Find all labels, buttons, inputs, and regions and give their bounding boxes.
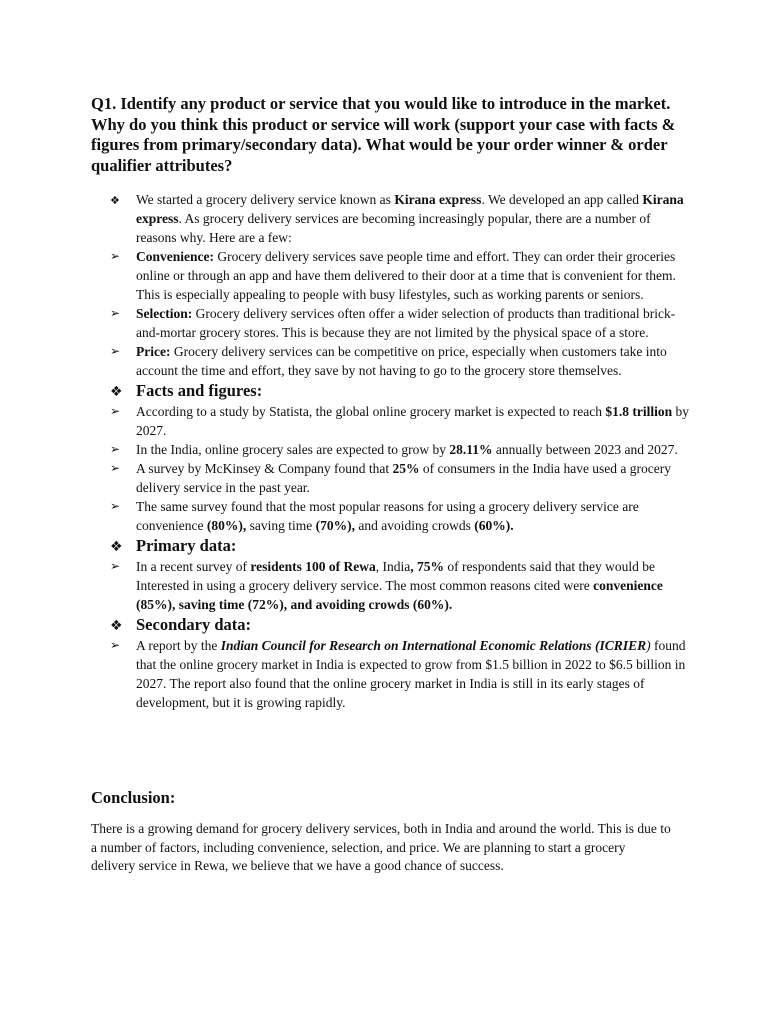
fact-figure: (80%), <box>206 518 247 533</box>
arrow-bullet-icon: ➢ <box>110 559 121 573</box>
fact-item <box>110 402 690 440</box>
secondary-source: Indian Council for Research on International Economic Relations (ICRIER <box>220 638 647 653</box>
fact-text: by 2027. <box>136 404 689 438</box>
fact-text: According to a study by Statista, the global online grocery market is expected to reach <box>136 404 606 419</box>
fact-text: In the India, online grocery sales are expected to grow by <box>136 442 450 457</box>
primary-item <box>110 557 690 614</box>
secondary-text: A report by the <box>136 638 221 653</box>
brand-name: Kirana express <box>394 192 482 207</box>
intro-text: We started a grocery delivery service known as <box>136 192 395 207</box>
primary-figure: convenience (85%), saving time (72%), and avoiding crowds (60%). <box>136 578 663 612</box>
reason-label: Selection: <box>136 306 193 321</box>
intro-text: . We developed an app called <box>481 192 643 207</box>
fact-text: A survey by McKinsey & Company found that <box>136 461 393 476</box>
primary-heading <box>110 535 690 557</box>
reason-text: Grocery delivery services can be competitive on price, especially when customers take into account the time and effort, they save by not having to go to the grocery store themselves. <box>136 344 667 378</box>
facts-heading <box>110 380 690 402</box>
primary-figure: , 75% <box>410 559 444 574</box>
fact-figure: (70%), <box>315 518 355 533</box>
fact-item <box>110 440 690 459</box>
intro-text: . As grocery delivery services are becoming increasingly popular, there are a number of reasons why. Here are a few: <box>136 211 651 245</box>
arrow-bullet-icon: ➢ <box>110 461 121 475</box>
primary-text: , India <box>375 559 411 574</box>
diamond-bullet-icon: ❖ <box>110 618 123 634</box>
arrow-bullet-icon: ➢ <box>110 404 121 418</box>
arrow-bullet-icon: ➢ <box>110 344 121 358</box>
secondary-item <box>110 636 690 712</box>
primary-text: In a recent survey of <box>136 559 251 574</box>
diamond-bullet-icon: ❖ <box>110 194 120 207</box>
secondary-heading <box>110 614 690 636</box>
reason-item-selection <box>110 304 690 342</box>
conclusion-title: Conclusion: <box>91 788 176 807</box>
question-heading: Q1. Identify any product or service that you would like to introduce in the market. Why do you think this product or service will work (support your case with facts & figures from primary/secondary data). What would be your order winner & order qualifier attributes? <box>91 94 676 175</box>
reason-label: Convenience: <box>136 249 214 264</box>
fact-figure: $1.8 trillion <box>605 404 673 419</box>
fact-text: annually between 2023 and 2027. <box>492 442 678 457</box>
secondary-text: ) <box>646 638 651 653</box>
arrow-bullet-icon: ➢ <box>110 499 121 513</box>
fact-figure: 25% <box>392 461 420 476</box>
reason-text: Grocery delivery services often offer a wider selection of products than traditional brick-and-mortar grocery stores. This is because they are not limited by the physical space of a store. <box>136 306 676 340</box>
fact-text: saving time <box>246 518 316 533</box>
fact-item <box>110 459 690 497</box>
fact-text: and avoiding crowds <box>354 518 475 533</box>
reason-label: Price: <box>136 344 171 359</box>
diamond-bullet-icon: ❖ <box>110 384 123 400</box>
arrow-bullet-icon: ➢ <box>110 249 121 263</box>
brand-name: Kirana express <box>136 192 684 226</box>
intro-item <box>110 190 690 247</box>
arrow-bullet-icon: ➢ <box>110 442 121 456</box>
fact-item <box>110 497 690 535</box>
reason-item-price <box>110 342 690 380</box>
fact-text: The same survey found that the most popular reasons for using a grocery delivery service are convenience <box>136 499 639 533</box>
fact-figure: (60%). <box>474 518 514 533</box>
conclusion-text: There is a growing demand for grocery delivery services, both in India and around the world. This is due to a number of factors, including convenience, selection, and price. We are planning to start a grocery delivery service in Rewa, we believe that we have a good chance of success. <box>91 821 671 873</box>
fact-figure: 28.11% <box>449 442 493 457</box>
diamond-bullet-icon: ❖ <box>110 539 123 555</box>
primary-text: of respondents said that they would be Interested in using a grocery delivery service. The most common reasons cited were <box>136 559 656 593</box>
section-heading: Facts and figures: <box>136 381 263 400</box>
secondary-text: found that the online grocery market in India is expected to grow from $1.5 billion in 2022 to $6.5 billion in 2027. The report also found that the online grocery market in India is still in its early stages of development, but it is growing rapidly. <box>136 638 686 710</box>
reason-text: Grocery delivery services save people time and effort. They can order their groceries online or through an app and have them delivered to their door at a time that is convenient for them. This is especially appealing to people with busy lifestyles, such as working parents or seniors. <box>136 249 676 302</box>
section-heading: Secondary data: <box>136 615 252 634</box>
primary-figure: residents 100 of Rewa <box>250 559 376 574</box>
content-list <box>110 190 690 712</box>
arrow-bullet-icon: ➢ <box>110 638 121 652</box>
fact-text: of consumers in the India have used a grocery delivery service in the past year. <box>136 461 672 495</box>
arrow-bullet-icon: ➢ <box>110 306 121 320</box>
section-heading: Primary data: <box>136 536 237 555</box>
reason-item-convenience <box>110 247 690 304</box>
